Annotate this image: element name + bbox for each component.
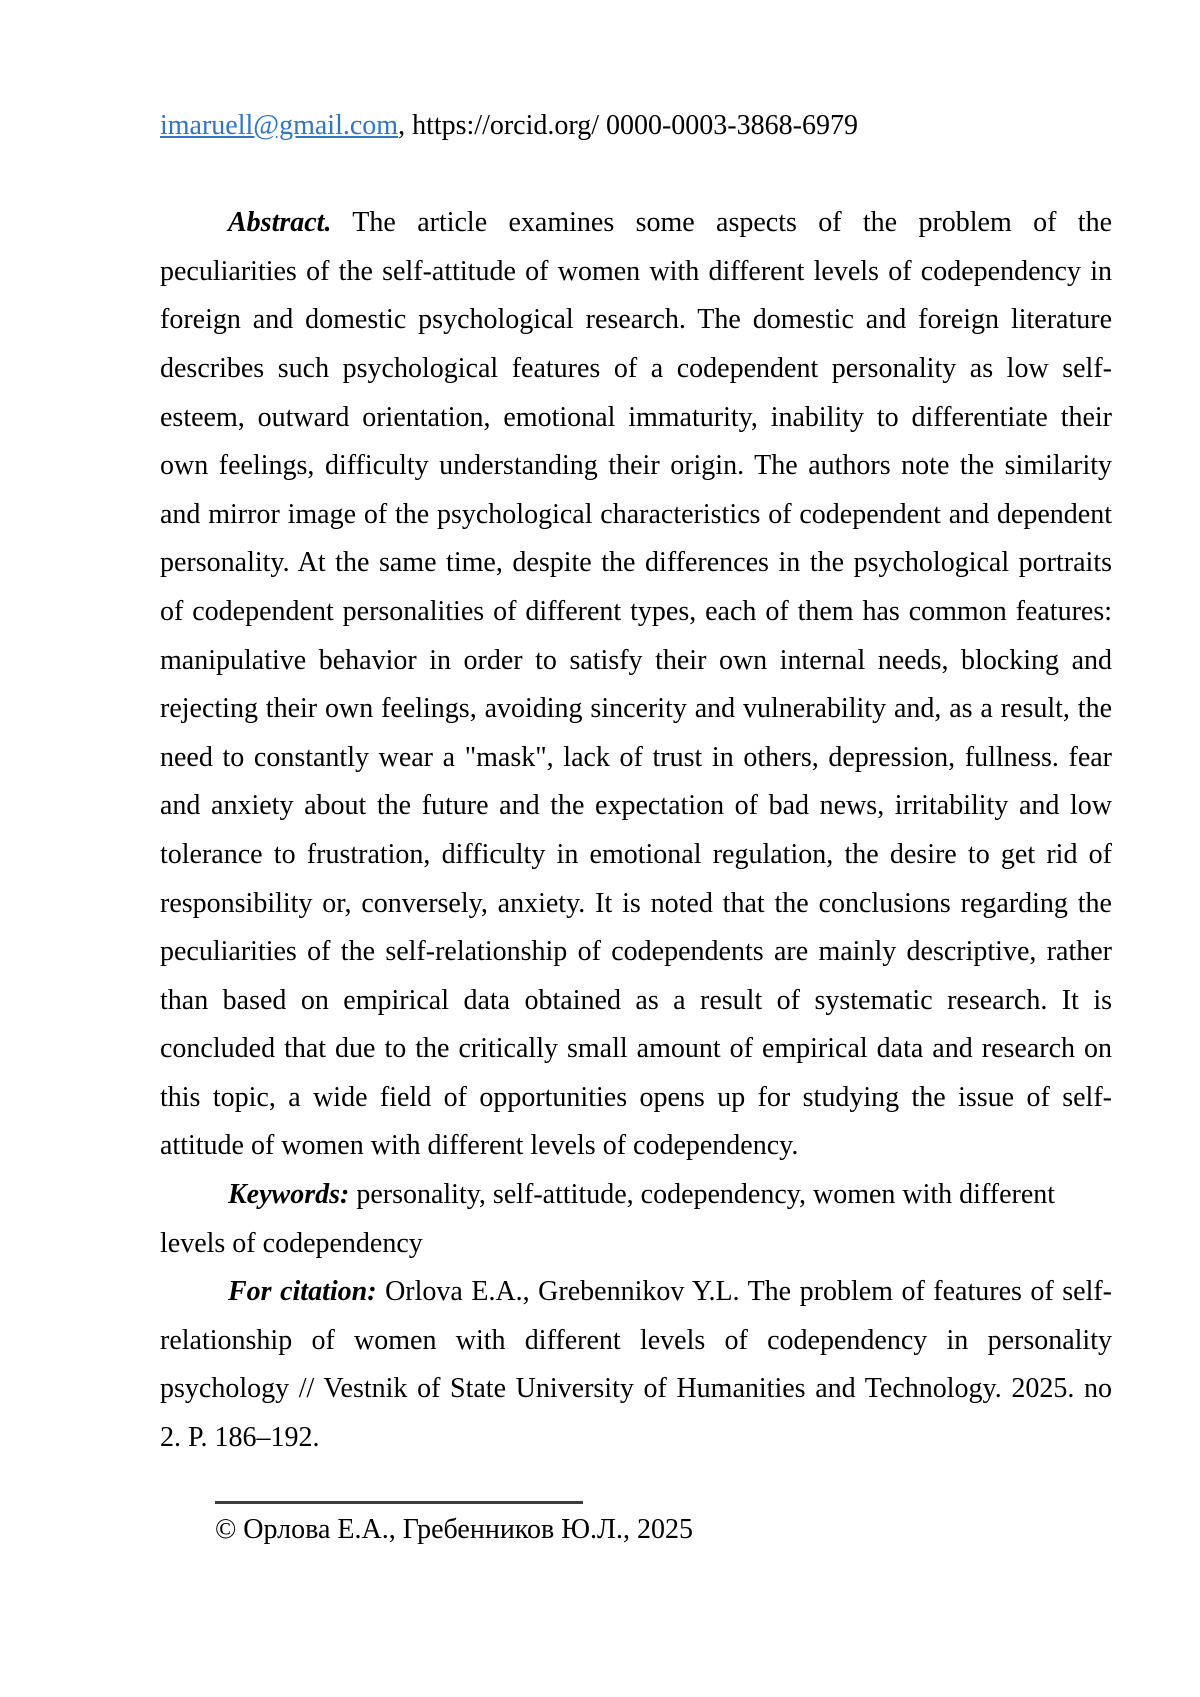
line-text: 2. P. 186–192. (160, 1422, 320, 1454)
citation-lead: For citation: (228, 1276, 377, 1308)
abstract-lead: Abstract. (228, 207, 332, 239)
line-text: need to constantly wear a "mask", lack of trust in others, depression, fullness. fear (160, 741, 1112, 773)
line-text: peculiarities of the self-relationship of codependents are mainly descriptive, rather (160, 936, 1112, 968)
page-content (160, 102, 1112, 1554)
line-text: responsibility or, conversely, anxiety. It is noted that the conclusions regarding the (160, 887, 1112, 919)
paragraph-line (160, 1317, 1112, 1366)
keywords-lines (160, 1220, 1112, 1269)
footnote-area (160, 1501, 1112, 1555)
paragraph-line (160, 491, 1112, 540)
keywords-lead: Keywords: (228, 1179, 350, 1211)
paragraph-line (160, 588, 1112, 637)
paragraph-line (160, 394, 1112, 443)
paragraph-line (160, 442, 1112, 491)
line-text: personality. At the same time, despite the differences in the psychological portraits (160, 547, 1112, 579)
paragraph-line (160, 685, 1112, 734)
line-text: attitude of women with different levels of codependency. (160, 1130, 799, 1162)
paragraph-line (160, 1365, 1112, 1414)
line-text: esteem, outward orientation, emotional immaturity, inability to differentiate their (160, 401, 1112, 433)
line-text: than based on empirical data obtained as a result of systematic research. It is (160, 984, 1112, 1016)
paragraph-line (160, 880, 1112, 929)
paragraph-line (160, 928, 1112, 977)
line-text: and mirror image of the psychological characteristics of codependent and dependent (160, 498, 1112, 530)
email-link[interactable]: imaruell@gmail.com (160, 110, 399, 141)
paragraph-line (160, 1171, 1112, 1220)
footnote-separator (215, 1501, 583, 1504)
keywords-paragraph (160, 1171, 1112, 1268)
abstract-paragraph (160, 199, 1112, 1171)
line-text: psychology // Vestnik of State University of Humanities and Technology. 2025. no (160, 1373, 1112, 1405)
line-text: foreign and domestic psychological research. The domestic and foreign literature (160, 304, 1112, 336)
paragraph-line (160, 296, 1112, 345)
paragraph-line (160, 831, 1112, 880)
paragraph-line (160, 1025, 1112, 1074)
line-text: describes such psychological features of a codependent personality as low self- (160, 352, 1112, 384)
citation-paragraph (160, 1268, 1112, 1462)
paragraph-line (160, 1268, 1112, 1317)
line-text: levels of codependency (160, 1227, 423, 1259)
line-text: manipulative behavior in order to satisfy their own internal needs, blocking and (160, 644, 1112, 676)
line-text: own feelings, difficulty understanding their origin. The authors note the similarity (160, 450, 1112, 482)
paragraph-line (160, 1122, 1112, 1171)
paragraph-line (160, 199, 1112, 248)
paragraph-line (160, 1414, 1112, 1463)
abstract-lines (160, 248, 1112, 1171)
line-text: and anxiety about the future and the expectation of bad news, irritability and low (160, 790, 1112, 822)
paragraph-line (160, 734, 1112, 783)
paragraph-line (160, 345, 1112, 394)
line-text: concluded that due to the critically small amount of empirical data and research on (160, 1033, 1112, 1065)
line-text: peculiarities of the self-attitude of women with different levels of codependency in (160, 255, 1112, 287)
author-contact-line (160, 102, 1112, 151)
citation-lines (160, 1317, 1112, 1463)
blank-line (160, 151, 1112, 200)
line-text: relationship of women with different levels of codependency in personality (160, 1324, 1112, 1356)
paragraph-line (160, 539, 1112, 588)
copyright-line: © Орлова Е.А., Гребенников Ю.Л., 2025 (215, 1513, 693, 1545)
line-text: of codependent personalities of different types, each of them has common features: (160, 595, 1112, 627)
paragraph-line (160, 1074, 1112, 1123)
line-text: this topic, a wide field of opportunities opens up for studying the issue of self- (160, 1081, 1112, 1113)
paragraph-line (160, 1220, 1112, 1269)
orcid-text: , https://orcid.org/ 0000-0003-3868-6979 (398, 110, 858, 141)
abstract-first-line-text: The article examines some aspects of the problem of the (331, 207, 1112, 239)
line-text: rejecting their own feelings, avoiding sincerity and vulnerability and, as a result, the (160, 693, 1112, 725)
paragraph-line (160, 248, 1112, 297)
paragraph-line (160, 637, 1112, 686)
citation-first-line-text: Orlova E.A., Grebennikov Y.L. The problem of features of self- (376, 1276, 1113, 1308)
paragraph-line (160, 977, 1112, 1026)
keywords-first-line-text: personality, self-attitude, codependency, women with different (349, 1179, 1056, 1211)
line-text: tolerance to frustration, difficulty in emotional regulation, the desire to get rid of (160, 838, 1112, 870)
paragraph-line (160, 782, 1112, 831)
